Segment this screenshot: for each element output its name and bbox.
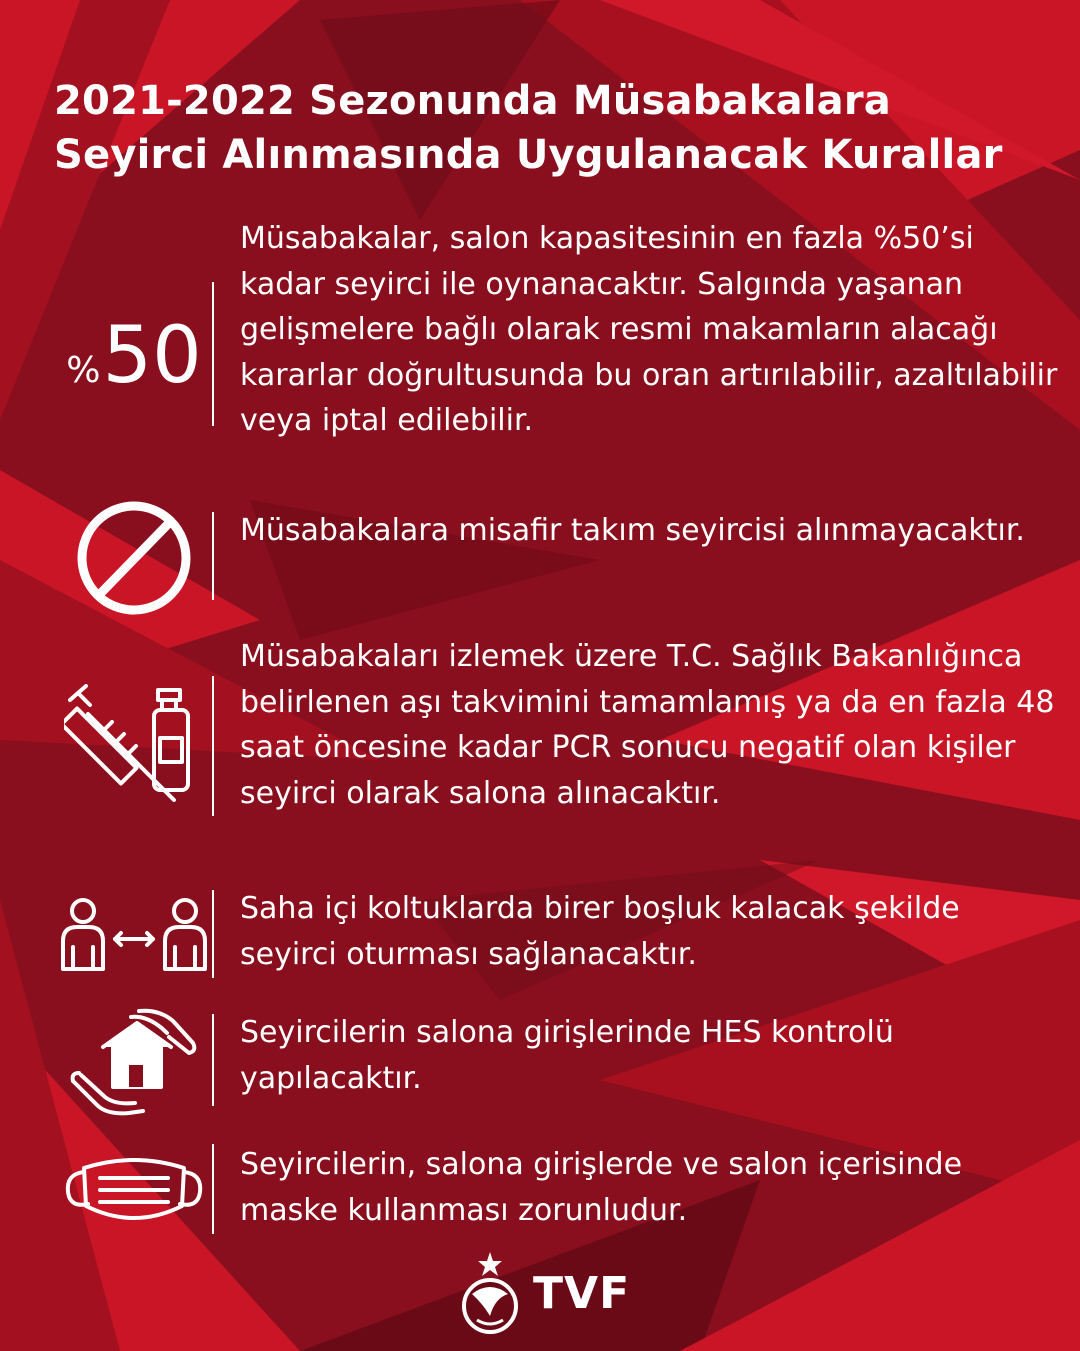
divider <box>212 282 214 426</box>
social-distance-icon <box>54 886 214 982</box>
rule-seat-spacing <box>54 886 1054 982</box>
divider <box>212 1144 214 1234</box>
rule-text: Müsabakalara misafir takım seyircisi alınmayacaktır. <box>240 513 1025 548</box>
rule-mask <box>54 1142 1054 1238</box>
divider <box>212 676 214 816</box>
divider <box>212 1014 214 1106</box>
rule-capacity <box>54 216 1058 496</box>
title-line-1: 2021-2022 Sezonunda Müsabakalara <box>54 78 891 124</box>
percent-symbol: % <box>66 350 101 391</box>
rule-text: Müsabakalar, salon kapasitesinin en fazla %50’si kadar seyirci ile oynanacaktır. Salgında yaşanan gelişmelere bağlı olarak resmi makamların alacağı kararlar doğrultusunda bu oran artırılabilir, azaltılabilir veya iptal edilebilir. <box>240 221 1058 438</box>
rule-text: Seyircilerin salona girişlerinde HES kontrolü yapılacaktır. <box>240 1015 894 1096</box>
percent-number: 50 <box>102 311 202 401</box>
divider <box>212 890 214 978</box>
tvf-emblem-icon <box>455 1250 525 1336</box>
title-line-2: Seyirci Alınmasında Uygulanacak Kurallar <box>54 132 1003 178</box>
page-title <box>54 74 1054 182</box>
tvf-logo <box>455 1250 630 1336</box>
logo-wordmark: TVF <box>533 1267 631 1319</box>
vaccine-syringe-icon <box>54 634 214 864</box>
rule-text: Saha içi koltuklarda birer boşluk kalacak şekilde seyirci oturması sağlanacaktır. <box>240 891 960 972</box>
prohibited-icon <box>54 508 214 608</box>
rule-text: Müsabakaları izlemek üzere T.C. Sağlık Bakanlığınca belirlenen aşı takvimini tamamlamış ya da en fazla 48 saat öncesine kadar PCR sonucu negatif olan kişiler seyirci olarak salona alınacaktır. <box>240 639 1055 811</box>
rule-text: Seyircilerin, salona girişlerde ve salon içerisinde maske kullanması zorunludur. <box>240 1147 963 1228</box>
rule-vaccine-pcr <box>54 634 1054 864</box>
divider <box>212 512 214 600</box>
face-mask-icon <box>54 1142 214 1238</box>
hands-house-icon <box>54 1010 214 1120</box>
rule-no-away-fans <box>54 508 1054 608</box>
rule-hes-check <box>54 1010 1054 1120</box>
percent-50-icon <box>54 216 214 496</box>
